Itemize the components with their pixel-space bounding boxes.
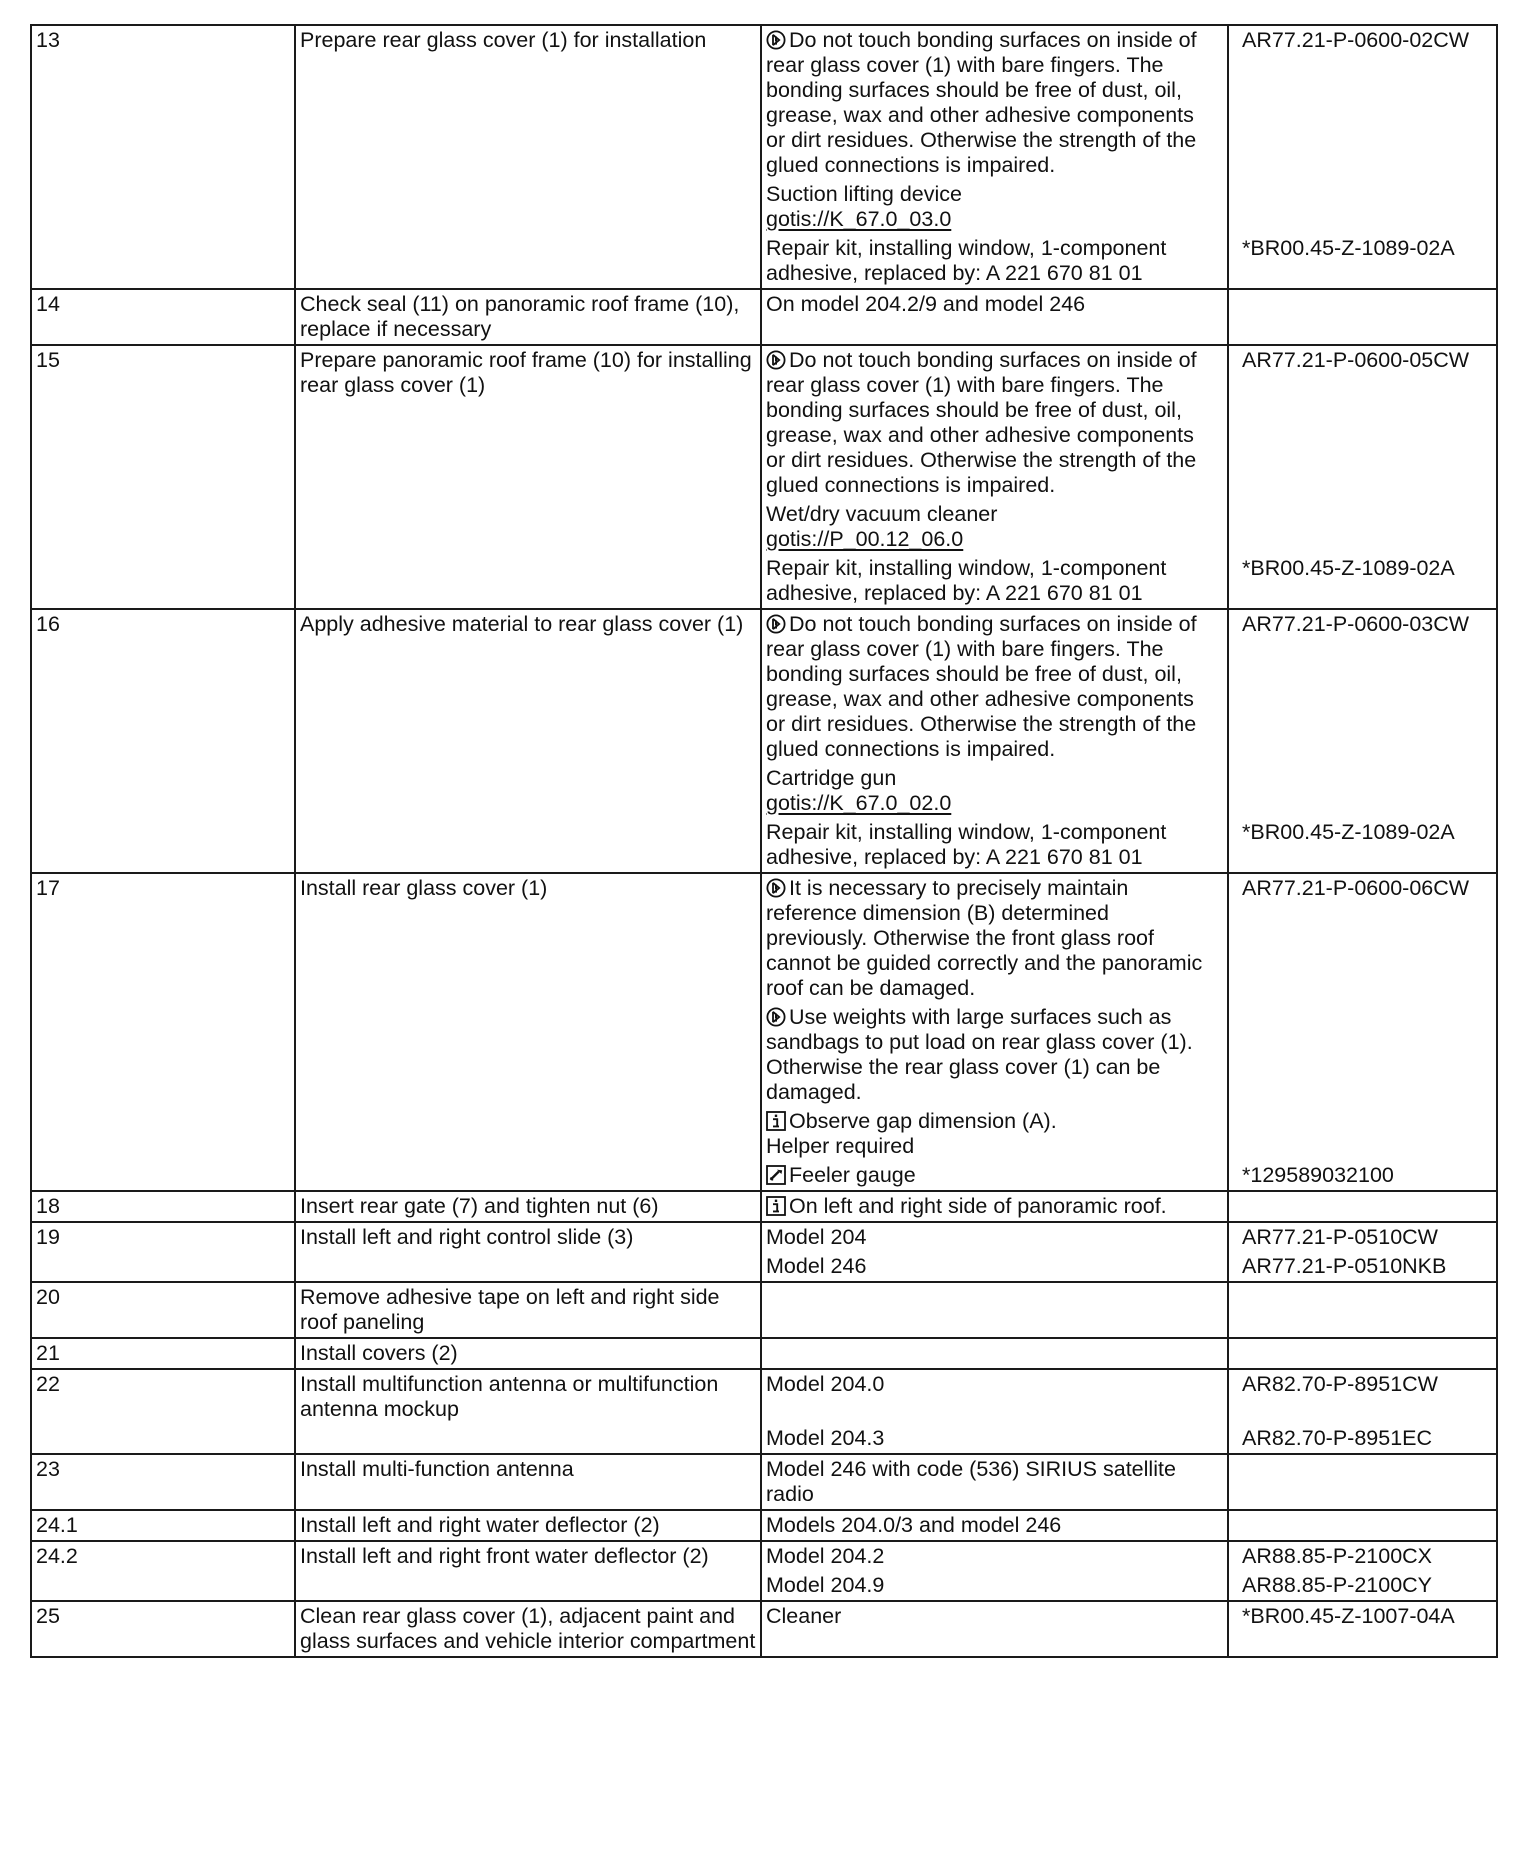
step-number: 16: [31, 609, 295, 873]
note-body: Suction lifting device: [766, 182, 962, 206]
step-notes: [761, 345, 1497, 609]
table-row: [31, 1369, 1497, 1454]
note-row: [766, 236, 1496, 286]
step-number: 22: [31, 1369, 295, 1454]
step-notes: [761, 1338, 1497, 1369]
note-text: [766, 1513, 1224, 1538]
step-number: 21: [31, 1338, 295, 1369]
step-action: Install covers (2): [295, 1338, 761, 1369]
document-reference[interactable]: [1234, 1513, 1496, 1538]
document-reference[interactable]: [1234, 766, 1496, 816]
note-text: [766, 820, 1224, 870]
note-text: [766, 1457, 1224, 1507]
note-body: Repair kit, installing window, 1-component adhesive, replaced by: A 221 670 81 01: [766, 556, 1167, 605]
step-notes: [761, 1454, 1497, 1510]
table-row: [31, 1510, 1497, 1541]
document-reference[interactable]: AR82.70-P-8951EC: [1242, 1426, 1433, 1450]
note-body: Model 204.3: [766, 1426, 885, 1450]
note-text: [766, 348, 1224, 498]
document-reference[interactable]: [1234, 502, 1496, 552]
note-body: On model 204.2/9 and model 246: [766, 292, 1086, 316]
table-row: [31, 1338, 1497, 1369]
note-text: [766, 1426, 1224, 1451]
step-number: 15: [31, 345, 295, 609]
document-reference[interactable]: [1234, 1005, 1496, 1105]
document-reference[interactable]: *BR00.45-Z-1089-02A: [1242, 820, 1455, 844]
note-text: [766, 1254, 1224, 1279]
note-text: [766, 1544, 1224, 1569]
table-row: [31, 289, 1497, 345]
document-reference[interactable]: *BR00.45-Z-1007-04A: [1242, 1604, 1455, 1628]
note-row: [766, 182, 1496, 232]
note-body: Wet/dry vacuum cleaner: [766, 502, 998, 526]
note-row: [766, 1225, 1496, 1250]
step-notes: [761, 609, 1497, 873]
note-row: [766, 556, 1496, 606]
note-row: [766, 348, 1496, 498]
note-body: Model 204.9: [766, 1573, 885, 1597]
document-reference[interactable]: *BR00.45-Z-1089-02A: [1242, 236, 1455, 260]
warning-note-icon: [766, 30, 786, 50]
step-notes: [761, 1601, 1497, 1657]
step-action: Apply adhesive material to rear glass cover (1): [295, 609, 761, 873]
note-row: [766, 1513, 1496, 1538]
document-reference[interactable]: *BR00.45-Z-1089-02A: [1242, 556, 1455, 580]
note-row: [766, 1194, 1496, 1219]
tool-icon: [766, 1165, 786, 1185]
step-action: Prepare rear glass cover (1) for installation: [295, 25, 761, 289]
note-text: [766, 556, 1224, 606]
document-reference[interactable]: [1234, 1457, 1496, 1507]
note-text: [766, 28, 1224, 178]
warning-note-icon: [766, 1007, 786, 1027]
procedure-table: [30, 24, 1498, 1658]
document-reference[interactable]: AR88.85-P-2100CY: [1242, 1573, 1433, 1597]
document-reference[interactable]: [1234, 1194, 1496, 1219]
step-action: Install left and right control slide (3): [295, 1222, 761, 1282]
step-number: 14: [31, 289, 295, 345]
document-reference[interactable]: AR82.70-P-8951CW: [1242, 1372, 1438, 1396]
note-row: [766, 1005, 1496, 1105]
step-notes: [761, 1541, 1497, 1601]
note-row: [766, 1163, 1496, 1188]
step-number: 23: [31, 1454, 295, 1510]
info-icon: [766, 1196, 786, 1216]
note-body: Model 204.2: [766, 1544, 885, 1568]
table-row: [31, 25, 1497, 289]
note-row: [766, 1372, 1496, 1422]
note-row: [766, 766, 1496, 816]
step-action: Prepare panoramic roof frame (10) for installing rear glass cover (1): [295, 345, 761, 609]
step-number: 18: [31, 1191, 295, 1222]
note-extra: Helper required: [766, 1134, 915, 1158]
step-action: Clean rear glass cover (1), adjacent paint and glass surfaces and vehicle interior compartment: [295, 1601, 761, 1657]
document-reference[interactable]: AR77.21-P-0510NKB: [1242, 1254, 1447, 1278]
note-text: [766, 1005, 1224, 1105]
note-row: [766, 1573, 1496, 1598]
step-action: Install rear glass cover (1): [295, 873, 761, 1191]
note-row: [766, 820, 1496, 870]
step-action: Remove adhesive tape on left and right side roof paneling: [295, 1282, 761, 1338]
note-body: Repair kit, installing window, 1-component adhesive, replaced by: A 221 670 81 01: [766, 236, 1167, 285]
note-body: Cartridge gun: [766, 766, 897, 790]
note-body: Model 204: [766, 1225, 867, 1249]
note-text: [766, 1372, 1224, 1422]
table-row: [31, 1541, 1497, 1601]
note-text: [766, 1604, 1224, 1629]
note-body: Do not touch bonding surfaces on inside of rear glass cover (1) with bare fingers. The bonding surfaces should be free of dust, oil, grease, wax and other adhesive components or dirt residues. Otherwise the strength of the glued connections is impaired.: [766, 348, 1197, 497]
step-action: Install left and right front water deflector (2): [295, 1541, 761, 1601]
step-number: 25: [31, 1601, 295, 1657]
note-body: Models 204.0/3 and model 246: [766, 1513, 1062, 1537]
document-reference[interactable]: [1234, 292, 1496, 317]
note-row: [766, 1544, 1496, 1569]
table-row: [31, 345, 1497, 609]
note-row: [766, 502, 1496, 552]
document-reference[interactable]: AR77.21-P-0600-02CW: [1242, 28, 1470, 52]
note-text: [766, 1109, 1224, 1159]
step-notes: [761, 289, 1497, 345]
step-notes: [761, 25, 1497, 289]
gotis-link[interactable]: gotis://K_67.0_02.0: [766, 791, 952, 815]
step-notes: [761, 1191, 1497, 1222]
note-body: Model 204.0: [766, 1372, 885, 1396]
table-row: [31, 873, 1497, 1191]
note-body: Observe gap dimension (A).: [789, 1109, 1057, 1133]
step-action: Install left and right water deflector (2): [295, 1510, 761, 1541]
step-notes: [761, 1222, 1497, 1282]
table-row: [31, 609, 1497, 873]
note-text: [766, 502, 1224, 552]
document-reference[interactable]: AR77.21-P-0600-06CW: [1242, 876, 1470, 900]
note-text: [766, 292, 1224, 317]
table-row: [31, 1282, 1497, 1338]
note-body: On left and right side of panoramic roof.: [789, 1194, 1167, 1218]
note-body: Use weights with large surfaces such as sandbags to put load on rear glass cover (1). Otherwise the rear glass cover (1) can be damaged.: [766, 1005, 1193, 1104]
note-body: Do not touch bonding surfaces on inside of rear glass cover (1) with bare fingers. The bonding surfaces should be free of dust, oil, grease, wax and other adhesive components or dirt residues. Otherwise the strength of the glued connections is impaired.: [766, 28, 1197, 177]
note-row: [766, 1109, 1496, 1159]
document-reference[interactable]: AR77.21-P-0510CW: [1242, 1225, 1438, 1249]
note-text: [766, 1573, 1224, 1598]
document-reference[interactable]: [1234, 1109, 1496, 1159]
note-body: Model 246: [766, 1254, 867, 1278]
step-action: Check seal (11) on panoramic roof frame (10), replace if necessary: [295, 289, 761, 345]
note-text: [766, 612, 1224, 762]
note-text: [766, 1163, 1224, 1188]
gotis-link[interactable]: gotis://P_00.12_06.0: [766, 527, 964, 551]
note-row: [766, 1604, 1496, 1629]
note-text: [766, 182, 1224, 232]
note-text: [766, 1194, 1224, 1219]
step-notes: [761, 1282, 1497, 1338]
step-number: 17: [31, 873, 295, 1191]
note-body: Model 246 with code (536) SIRIUS satellite radio: [766, 1457, 1176, 1506]
step-number: 19: [31, 1222, 295, 1282]
step-notes: [761, 873, 1497, 1191]
step-action: Install multifunction antenna or multifunction antenna mockup: [295, 1369, 761, 1454]
note-text: [766, 766, 1224, 816]
document-reference[interactable]: AR77.21-P-0600-03CW: [1242, 612, 1470, 636]
procedure-table-body: [31, 25, 1497, 1657]
table-row: [31, 1454, 1497, 1510]
note-text: [766, 876, 1224, 1001]
table-row: [31, 1222, 1497, 1282]
document-reference[interactable]: [1234, 182, 1496, 232]
note-body: Cleaner: [766, 1604, 842, 1628]
note-row: [766, 1457, 1496, 1507]
table-row: [31, 1191, 1497, 1222]
step-action: Install multi-function antenna: [295, 1454, 761, 1510]
note-row: [766, 1426, 1496, 1451]
note-body: It is necessary to precisely maintain reference dimension (B) determined previously. Otherwise the front glass roof cannot be guided correctly and the panoramic roof can be damaged.: [766, 876, 1203, 1000]
note-row: [766, 876, 1496, 1001]
document-reference[interactable]: AR88.85-P-2100CX: [1242, 1544, 1433, 1568]
warning-note-icon: [766, 878, 786, 898]
table-row: [31, 1601, 1497, 1657]
note-text: [766, 236, 1224, 286]
warning-note-icon: [766, 614, 786, 634]
warning-note-icon: [766, 350, 786, 370]
step-number: 13: [31, 25, 295, 289]
note-body: Do not touch bonding surfaces on inside of rear glass cover (1) with bare fingers. The bonding surfaces should be free of dust, oil, grease, wax and other adhesive components or dirt residues. Otherwise the strength of the glued connections is impaired.: [766, 612, 1197, 761]
gotis-link[interactable]: gotis://K_67.0_03.0: [766, 207, 952, 231]
note-body: Feeler gauge: [789, 1163, 916, 1187]
note-row: [766, 1254, 1496, 1279]
step-number: 24.1: [31, 1510, 295, 1541]
step-action: Insert rear gate (7) and tighten nut (6): [295, 1191, 761, 1222]
note-body: Repair kit, installing window, 1-component adhesive, replaced by: A 221 670 81 01: [766, 820, 1167, 869]
step-number: 24.2: [31, 1541, 295, 1601]
info-icon: [766, 1111, 786, 1131]
step-notes: [761, 1369, 1497, 1454]
note-text: [766, 1225, 1224, 1250]
step-notes: [761, 1510, 1497, 1541]
note-row: [766, 292, 1496, 317]
note-row: [766, 612, 1496, 762]
step-number: 20: [31, 1282, 295, 1338]
document-reference[interactable]: *129589032100: [1242, 1163, 1394, 1187]
document-reference[interactable]: AR77.21-P-0600-05CW: [1242, 348, 1470, 372]
note-row: [766, 28, 1496, 178]
